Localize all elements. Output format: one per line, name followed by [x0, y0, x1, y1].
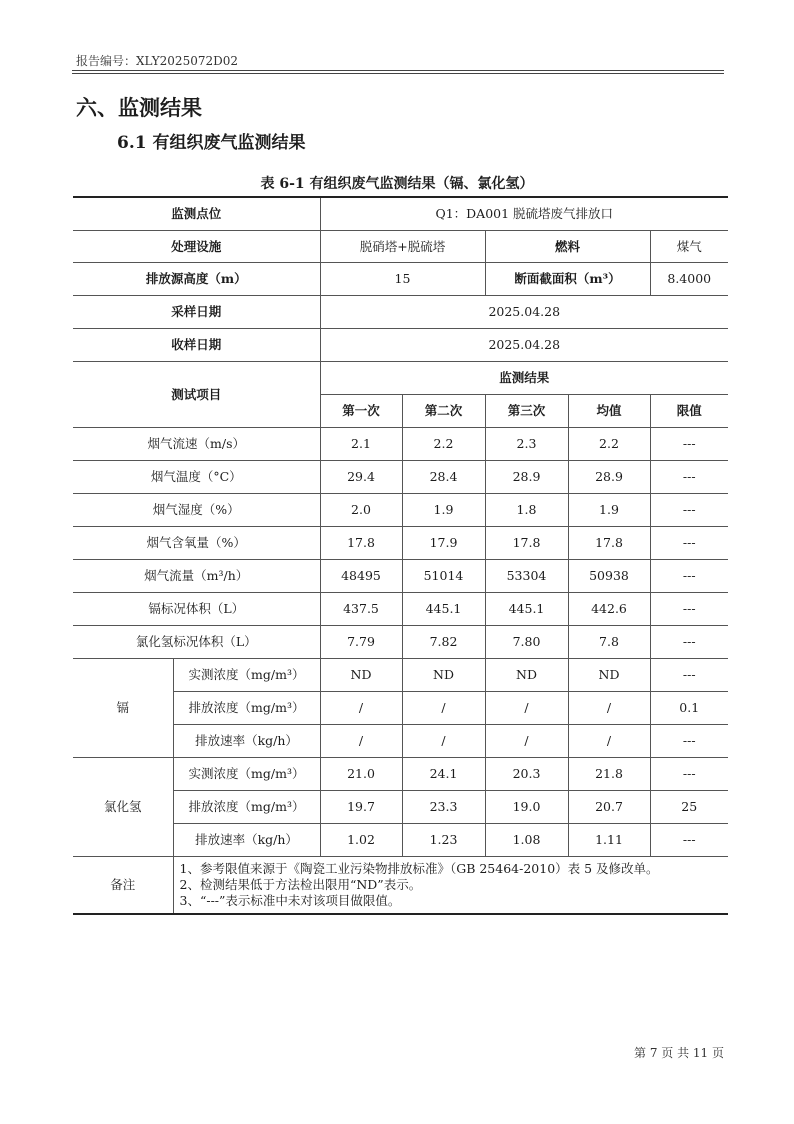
section-title: 六、监测结果 [76, 95, 202, 120]
cell: 2.3 [485, 427, 568, 460]
cell: 24.1 [402, 757, 485, 790]
cell: / [320, 724, 402, 757]
cell: --- [650, 493, 728, 526]
table-row [73, 493, 728, 526]
cell: 7.8 [568, 625, 650, 658]
cell: 445.1 [485, 592, 568, 625]
row-label: 烟气流量（m³/h） [73, 559, 320, 592]
receive-date-value: 2025.04.28 [320, 328, 728, 361]
height-value: 15 [320, 262, 485, 295]
col-first: 第一次 [320, 394, 402, 427]
point-label: 监测点位 [73, 197, 320, 230]
fuel-label: 燃料 [485, 230, 650, 262]
row-label: 烟气温度（°C） [73, 460, 320, 493]
height-label: 排放源高度（m） [73, 262, 320, 295]
cell: 21.8 [568, 757, 650, 790]
cell: 1.02 [320, 823, 402, 856]
table-row [73, 658, 728, 691]
cell: ND [568, 658, 650, 691]
table-caption: 表 6-1 有组织废气监测结果（镉、氯化氢） [260, 176, 534, 192]
cell: 445.1 [402, 592, 485, 625]
receive-date-label: 收样日期 [73, 328, 320, 361]
cell: 2.2 [568, 427, 650, 460]
area-value: 8.4000 [650, 262, 728, 295]
cell: 29.4 [320, 460, 402, 493]
cell: / [485, 691, 568, 724]
header-divider [72, 70, 724, 71]
cell: ND [402, 658, 485, 691]
cell: 7.82 [402, 625, 485, 658]
cell: 23.3 [402, 790, 485, 823]
col-mean: 均值 [568, 394, 650, 427]
notes-label: 备注 [73, 856, 173, 914]
area-label: 断面截面积（m³） [485, 262, 650, 295]
report-number: 报告编号：XLY2025072D02 [76, 54, 239, 68]
row-label: 氯化氢标况体积（L） [73, 625, 320, 658]
note-line: 1、参考限值来源于《陶瓷工业污染物排放标准》（GB 25464-2010）表 5 及修改单。 [179, 860, 659, 876]
page-number: 第 7 页 共 11 页 [634, 1046, 724, 1060]
cell: 19.7 [320, 790, 402, 823]
note-line: 2、检测结果低于方法检出限用“ND”表示。 [179, 876, 422, 892]
cell: 1.8 [485, 493, 568, 526]
row-label: 排放速率（kg/h） [173, 823, 320, 856]
cell: --- [650, 526, 728, 559]
cell: 53304 [485, 559, 568, 592]
cell: 1.9 [402, 493, 485, 526]
cell: 28.4 [402, 460, 485, 493]
cell: 17.8 [320, 526, 402, 559]
sample-date-value: 2025.04.28 [320, 295, 728, 328]
cell: --- [650, 460, 728, 493]
cell: --- [650, 559, 728, 592]
results-label: 监测结果 [320, 361, 728, 394]
cell: / [402, 691, 485, 724]
cell: 20.3 [485, 757, 568, 790]
row-label: 实测浓度（mg/m³） [173, 757, 320, 790]
row-label: 烟气含氧量（%） [73, 526, 320, 559]
cell: 20.7 [568, 790, 650, 823]
cell: --- [650, 757, 728, 790]
row-label: 镉标况体积（L） [73, 592, 320, 625]
cell: 0.1 [650, 691, 728, 724]
sample-date-label: 采样日期 [73, 295, 320, 328]
cell: 25 [650, 790, 728, 823]
group-name-hcl: 氯化氢 [73, 757, 173, 856]
col-limit: 限值 [650, 394, 728, 427]
table-row [73, 757, 728, 790]
cell: 21.0 [320, 757, 402, 790]
row-label: 烟气湿度（%） [73, 493, 320, 526]
cell: 1.23 [402, 823, 485, 856]
cell: 28.9 [568, 460, 650, 493]
table-row [73, 526, 728, 559]
fuel-value: 煤气 [650, 230, 728, 262]
cell: / [320, 691, 402, 724]
cell: / [485, 724, 568, 757]
cell: 2.2 [402, 427, 485, 460]
cell: 48495 [320, 559, 402, 592]
cell: / [568, 691, 650, 724]
table-row [73, 625, 728, 658]
cell: 7.79 [320, 625, 402, 658]
cell: ND [485, 658, 568, 691]
facility-label: 处理设施 [73, 230, 320, 262]
cell: / [402, 724, 485, 757]
row-label: 烟气流速（m/s） [73, 427, 320, 460]
header-divider-secondary [72, 73, 724, 74]
cell: 51014 [402, 559, 485, 592]
cell: --- [650, 823, 728, 856]
col-third: 第三次 [485, 394, 568, 427]
subsection-title: 6.1 有组织废气监测结果 [117, 133, 306, 153]
cell: --- [650, 427, 728, 460]
notes-content [173, 856, 728, 914]
cell: 1.9 [568, 493, 650, 526]
cell: 28.9 [485, 460, 568, 493]
note-line: 3、“---”表示标准中未对该项目做限值。 [179, 892, 401, 908]
cell: 442.6 [568, 592, 650, 625]
cell: --- [650, 625, 728, 658]
cell: 7.80 [485, 625, 568, 658]
cell: 1.08 [485, 823, 568, 856]
table-row [73, 592, 728, 625]
results-table [73, 196, 728, 915]
test-item-label: 测试项目 [73, 361, 320, 427]
cell: 437.5 [320, 592, 402, 625]
cell: --- [650, 658, 728, 691]
table-row [73, 460, 728, 493]
cell: --- [650, 592, 728, 625]
facility-value: 脱硝塔+脱硫塔 [320, 230, 485, 262]
cell: 2.0 [320, 493, 402, 526]
row-label: 排放浓度（mg/m³） [173, 691, 320, 724]
table-row [73, 427, 728, 460]
cell: 17.8 [568, 526, 650, 559]
cell: --- [650, 724, 728, 757]
row-label: 排放浓度（mg/m³） [173, 790, 320, 823]
cell: 50938 [568, 559, 650, 592]
table-row [73, 559, 728, 592]
col-second: 第二次 [402, 394, 485, 427]
group-name-cadmium: 镉 [73, 658, 173, 757]
cell: 17.8 [485, 526, 568, 559]
cell: 19.0 [485, 790, 568, 823]
cell: / [568, 724, 650, 757]
cell: 17.9 [402, 526, 485, 559]
cell: 2.1 [320, 427, 402, 460]
cell: 1.11 [568, 823, 650, 856]
row-label: 实测浓度（mg/m³） [173, 658, 320, 691]
cell: ND [320, 658, 402, 691]
row-label: 排放速率（kg/h） [173, 724, 320, 757]
point-value: Q1：DA001 脱硫塔废气排放口 [320, 197, 728, 230]
